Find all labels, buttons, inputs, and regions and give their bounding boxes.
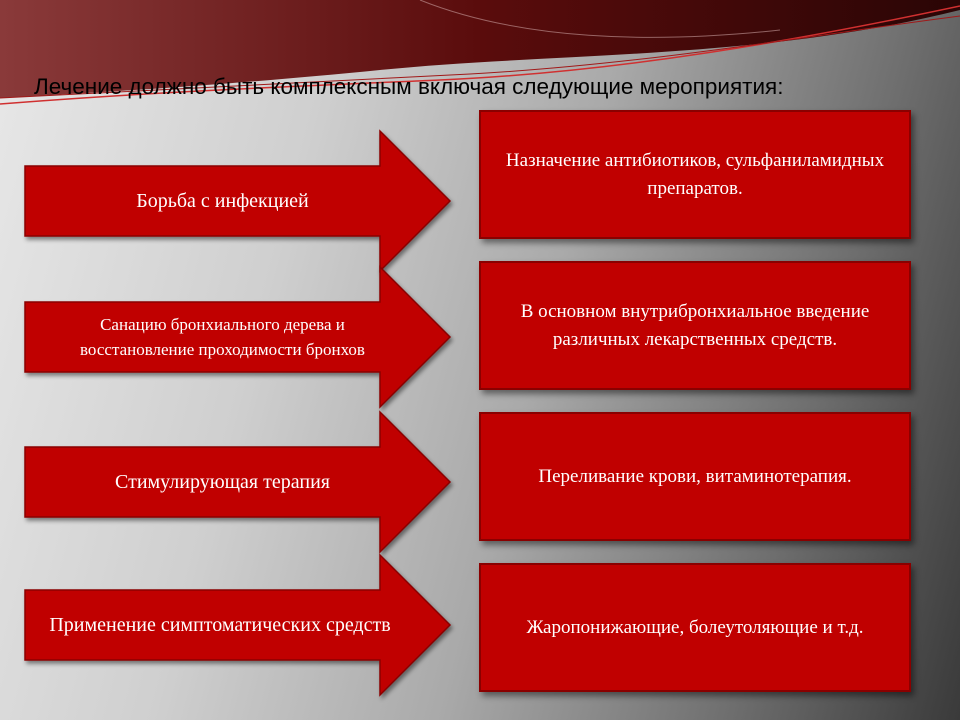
arrow-label-2: Санацию бронхиального дерева и восстановление проходимости бронхов	[80, 314, 365, 359]
result-box-2: В основном внутрибронхиальное введение различных лекарственных средств.	[479, 261, 911, 390]
arrow-label-4: Применение симптоматических средств	[49, 614, 391, 636]
page-title: Лечение должно быть комплексным включая следующие мероприятия:	[34, 74, 784, 99]
arrow-label-1: Борьба с инфекцией	[136, 190, 309, 212]
result-box-3: Переливание крови, витаминотерапия.	[479, 412, 911, 541]
result-box-4: Жаропонижающие, болеутоляющие и т.д.	[479, 563, 911, 692]
result-box-1: Назначение антибиотиков, сульфаниламидных препаратов.	[479, 110, 911, 239]
arrow-label-3: Стимулирующая терапия	[115, 471, 330, 493]
